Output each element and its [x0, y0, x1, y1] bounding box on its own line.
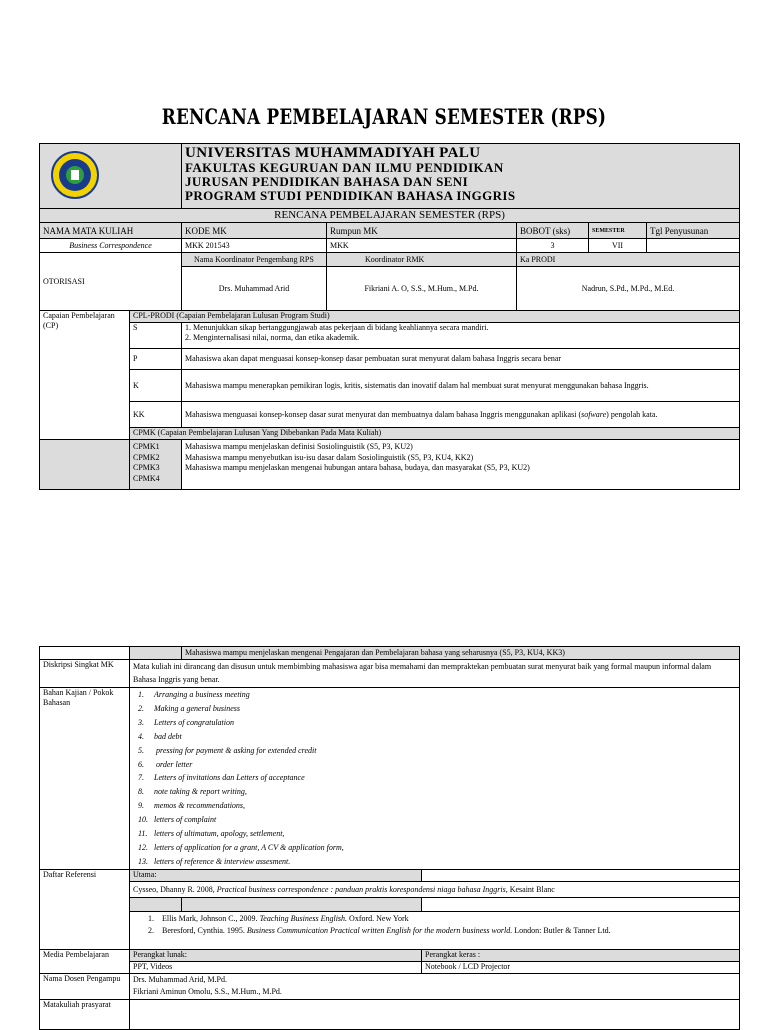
value-nama-mk: Business Correspondence: [40, 239, 182, 253]
cpl-prodi-header: CPL-PRODI (Capaian Pembelajaran Lulusan Program Studi): [130, 311, 740, 323]
otorisasi-header-pengembang: Nama Koordinator Pengembang RPS: [182, 253, 327, 267]
topic-item: 7. Letters of invitations dan Letters of acceptance: [138, 773, 305, 783]
faculty-name: FAKULTAS KEGURUAN DAN ILMU PENDIDIKAN: [185, 160, 504, 175]
cp-kk-text: Mahasiswa menguasai konsep-konsep dasar surat menyurat dan membuatnya dalam bahasa Inggris menggunakan aplikasi (sofware) pengolah kata.: [182, 402, 740, 428]
otorisasi-header-rmk: Koordinator RMK: [327, 253, 517, 267]
media-label: Media Pembelajaran: [40, 950, 130, 974]
perangkat-keras-value: Notebook / LCD Projector: [422, 962, 740, 974]
topic-item: 4. bad debt: [138, 731, 182, 741]
university-logo-icon: [43, 150, 107, 200]
cpmk4-text: Mahasiswa mampu menjelaskan mengenai Pengajaran dan Pembelajaran bahasa yang seharusnya (S5, P3, KU4, KK3): [182, 647, 740, 660]
otorisasi-label: OTORISASI: [40, 253, 182, 311]
pendukung-reference-2: 2. Beresford, Cynthia. 1995. Business Communication Practical written English for the modern business world. London: Butler & Tanner Ltd.: [148, 926, 611, 935]
topic-item: 6. order letter: [138, 759, 193, 769]
topic-list: [138, 688, 736, 869]
topic-item: 1. Arranging a business meeting: [138, 690, 250, 699]
label-tgl-penyusunan: Tgl Penyusunan: [647, 223, 740, 239]
utama-label: Utama:: [130, 870, 422, 882]
label-bobot: BOBOT (sks): [517, 223, 589, 239]
topic-item: 3. Letters of congratulation: [138, 717, 234, 727]
value-bobot: 3: [517, 239, 589, 253]
topic-item: 8. note taking & report writing,: [138, 787, 247, 797]
topic-item: 10. letters of complaint: [138, 815, 217, 825]
logo-cell: [40, 144, 182, 209]
cpmk2-text: Mahasiswa mampu menyebutkan isu-isu dasar dalam Sosiolinguistik (S5, P3, KU4, KK2): [185, 452, 474, 462]
topic-item: 2. Making a general business: [138, 703, 240, 713]
cp-s-code: S: [130, 323, 182, 349]
dosen-label: Nama Dosen Pengampu: [40, 974, 130, 1000]
topic-item: 13. letters of reference & interview assesment.: [138, 856, 291, 866]
dosen-name-1: Drs. Muhammad Arid, M.Pd.: [133, 975, 227, 984]
otorisasi-value-kaprodi: Nadrun, S.Pd., M.Pd., M.Ed.: [517, 267, 740, 311]
document-title: RENCANA PEMBELAJARAN SEMESTER (RPS): [161, 104, 607, 129]
cpmk-header: CPMK (Capaian Pembelajaran Lulusan Yang Dibebankan Pada Mata Kuliah): [130, 428, 740, 440]
cpmk3-code: CPMK3: [133, 463, 160, 472]
value-kode-mk: MKK 201543: [182, 239, 327, 253]
cp-label: Capaian Pembelajaran (CP): [40, 311, 130, 440]
deskripsi-label: Diskripsi Singkat MK: [40, 660, 130, 688]
rps-table-page1: [39, 143, 740, 490]
rps-table-page2: [39, 646, 740, 1030]
cp-p-code: P: [130, 349, 182, 370]
cp-kk-code: KK: [130, 402, 182, 428]
label-kode-mk: KODE MK: [182, 223, 327, 239]
perangkat-lunak-value: PPT, Videos: [130, 962, 422, 974]
referensi-label: Daftar Referensi: [40, 870, 130, 950]
bahan-kajian-label: Bahan Kajian / Pokok Bahasan: [40, 688, 130, 870]
topic-item: 9. memos & recommendations,: [138, 801, 246, 811]
utama-reference: Cysseo, Dhanny R. 2008, Practical business correspondence : panduan praktis korespondensi niaga bahasa Inggris, Kesaint Blanc: [130, 882, 740, 898]
program-name: PROGRAM STUDI PENDIDIKAN BAHASA INGGRIS: [185, 188, 516, 203]
otorisasi-value-rmk: Fikriani A. O, S.S., M.Hum., M.Pd.: [327, 267, 517, 311]
cp-s-item-1: 1. Menunjukkan sikap bertanggungjawab atas pekerjaan di bidang keahliannya secara mandiri.: [185, 323, 489, 332]
pendukung-reference-1: 1. Ellis Mark, Johnson C., 2009. Teaching Business English. Oxford. New York: [148, 914, 409, 923]
label-semester: SEMESTER: [589, 223, 647, 239]
university-name: UNIVERSITAS MUHAMMADIYAH PALU: [185, 145, 481, 161]
cpmk1-text: Mahasiswa mampu menjelaskan definisi Sosiolinguistik (S5, P3, KU2): [185, 442, 413, 451]
cp-k-code: K: [130, 370, 182, 402]
department-name: JURUSAN PENDIDIKAN BAHASA DAN SENI: [185, 174, 469, 189]
value-tgl-penyusunan: [647, 239, 740, 253]
cpmk1-code: CPMK1: [133, 442, 160, 451]
topic-item: 5. pressing for payment & asking for extended credit: [138, 745, 317, 755]
cp-s-item-2: 2. Menginternalisasi nilai, norma, dan etika akademik.: [185, 333, 360, 342]
topic-item: 12. letters of application for a grant, A CV & application form,: [138, 842, 344, 852]
label-nama-mk: NAMA MATA KULIAH: [40, 223, 182, 239]
prasyarat-label: Matakuliah prasyarat: [40, 1000, 130, 1030]
value-rumpun-mk: MKK: [327, 239, 517, 253]
topic-item: 11. letters of ultimatum, apology, settlement,: [138, 829, 285, 839]
otorisasi-value-pengembang: Drs. Muhammad Arid: [182, 267, 327, 311]
cpmk3-text: Mahasiswa mampu menjelaskan mengenai hubungan antara bahasa, budaya, dan masyarakat (S5, P3, KU2): [185, 463, 530, 472]
label-rumpun-mk: Rumpun MK: [327, 223, 517, 239]
value-semester: VII: [589, 239, 647, 253]
cpmk4-code: CPMK4: [133, 473, 160, 483]
otorisasi-header-kaprodi: Ka PRODI: [517, 253, 740, 267]
cp-p-text: Mahasiswa akan dapat menguasai konsep-konsep dasar pembuatan surat menyurat dalam bahasa Inggris secara benar: [182, 349, 740, 370]
perangkat-keras-label: Perangkat keras :: [422, 950, 740, 962]
dosen-name-2: Fikriani Aminun Omolu, S.S., M.Hum., M.Pd.: [133, 987, 282, 996]
cpmk2-code: CPMK2: [133, 452, 160, 462]
perangkat-lunak-label: Perangkat lunak:: [130, 950, 422, 962]
deskripsi-text: Mata kuliah ini dirancang dan disusun untuk membimbing mahasiswa agar bisa memahami dan mempraktekan pembuatan surat menyurat baik yang formal maupun informal dalam Bahasa Inggris yang benar.: [130, 660, 740, 688]
cp-k-text: Mahasiswa mampu menerapkan pemikiran logis, kritis, sistematis dan inovatif dalam hal membuat surat menyurat menggunakan bahasa Inggris.: [182, 370, 740, 402]
rps-subtitle: RENCANA PEMBELAJARAN SEMESTER (RPS): [40, 209, 740, 223]
